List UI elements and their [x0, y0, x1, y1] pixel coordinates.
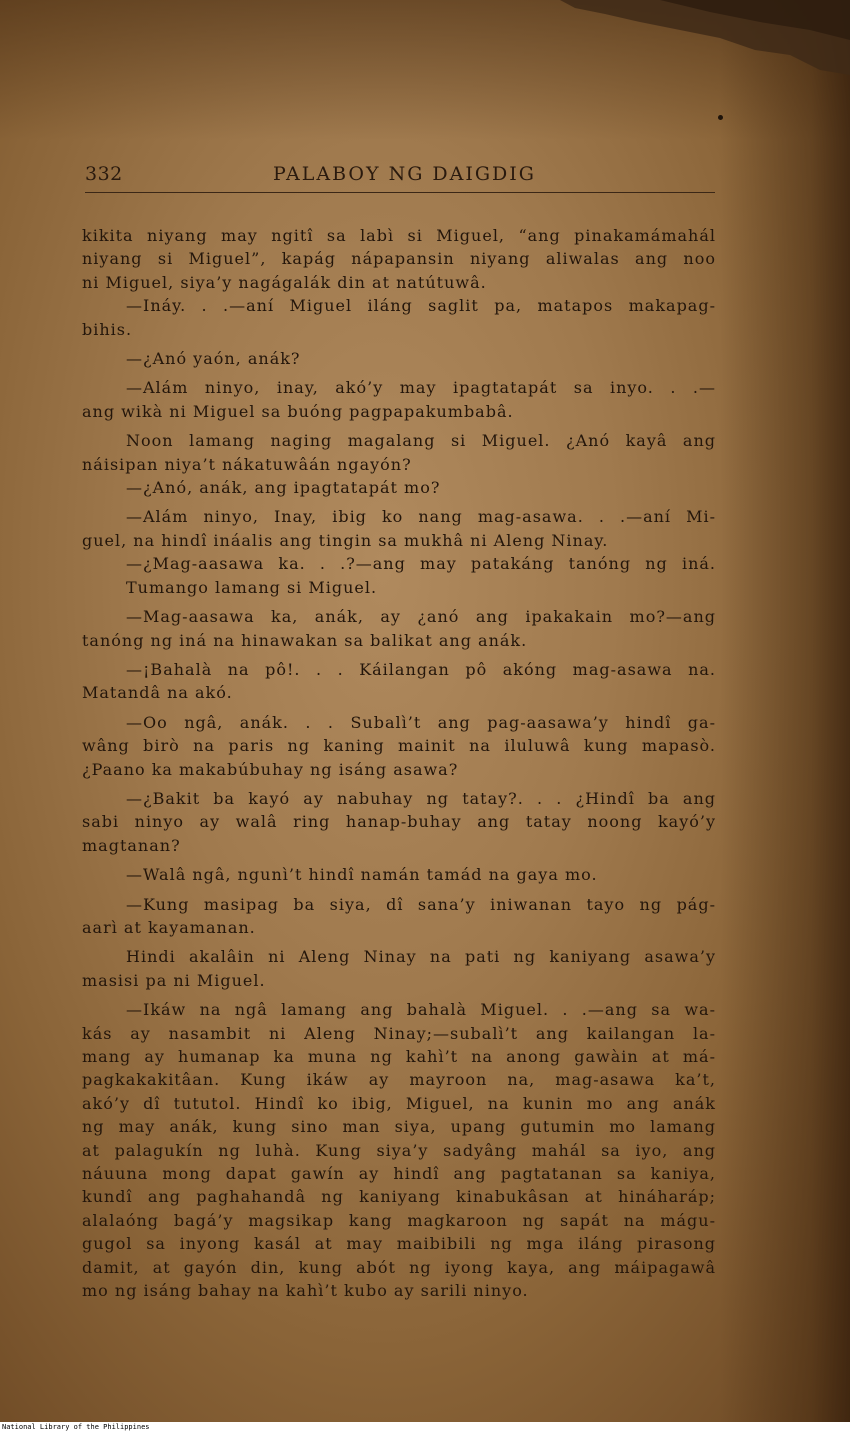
- library-credit: National Library of the Philippines: [0, 1422, 850, 1433]
- text-line: Matandâ na akó.: [82, 683, 233, 703]
- text-line: —Ikáw na ngâ lamang ang bahalà Miguel. . .—ang sa wa-: [126, 1000, 716, 1020]
- text-line: ang wikà ni Miguel sa buóng pagpapakumbabâ.: [82, 401, 514, 421]
- torn-corner: [520, 0, 850, 90]
- text-line: —Oo ngâ, anák. . . Subalì’t ang pag-aasawa’y hindî ga-: [126, 712, 716, 732]
- text-line: gugol sa inyong kasál at may maibibili ng mga iláng pirasong: [82, 1234, 716, 1254]
- text-line: —¡Bahalà na pô!. . . Káilangan pô akóng mag-asawa na.: [126, 659, 716, 679]
- ink-spot: [718, 115, 723, 120]
- text-line: kikita niyang may ngitî sa labì si Miguel, “ang pinakamámahál: [82, 226, 716, 245]
- text-line: Noon lamang naging magalang si Miguel. ¿Anó kayâ ang: [126, 431, 716, 451]
- body-text: [82, 224, 716, 1302]
- text-line: —¿Anó, anák, ang ipagtatapát mo?: [126, 478, 441, 498]
- running-title: PALABOY NG DAIGDIG: [273, 163, 536, 185]
- page-number: 332: [85, 163, 123, 185]
- text-line: ng may anák, kung sino man siya, upang gutumin mo lamang: [82, 1117, 716, 1137]
- text-line: niyang si Miguel”, kapág nápapansin niyang aliwalas ang noo: [82, 249, 716, 269]
- text-line: bihis.: [82, 319, 133, 339]
- text-line: akó’y dî tututol. Hindî ko ibig, Miguel, na kunin mo ang anák: [82, 1093, 716, 1113]
- text-line: —¿Bakit ba kayó ay nabuhay ng tatay?. . . ¿Hindî ba ang: [126, 788, 716, 808]
- text-line: mo ng isáng bahay na kahì’t kubo ay sarili ninyo.: [82, 1281, 529, 1301]
- text-line: at palagukín ng luhà. Kung siya’y sadyâng mahál sa iyo, ang: [82, 1140, 716, 1160]
- text-line: —Kung masipag ba siya, dî sana’y iniwanan tayo ng pág-: [126, 894, 716, 914]
- text-line: pagkakakitâan. Kung ikáw ay mayroon na, mag-asawa ka’t,: [82, 1070, 716, 1090]
- text-line: —Ináy. . .—aní Miguel iláng saglit pa, matapos makapag-: [126, 296, 716, 316]
- text-line: náisipan niya’t nákatuwâán ngayón?: [82, 454, 412, 474]
- text-line: ni Miguel, siya’y nagágalák din at natútuwâ.: [82, 272, 487, 292]
- text-line: guel, na hindî ináalis ang tingin sa mukhâ ni Aleng Ninay.: [82, 530, 609, 550]
- text-line: masisi pa ni Miguel.: [82, 970, 266, 990]
- text-line: magtanan?: [82, 835, 181, 855]
- header-rule: [85, 192, 715, 193]
- text-line: —Mag-aasawa ka, anák, ay ¿anó ang ipakakain mo?—ang: [126, 607, 716, 627]
- text-line: sabi ninyo ay walâ ring hanap-buhay ang tatay noong kayó’y: [82, 812, 716, 832]
- text-line: Hindi akalâin ni Aleng Ninay na pati ng kaniyang asawa’y: [126, 947, 716, 967]
- text-line: —Walâ ngâ, ngunì’t hindî namán tamád na gaya mo.: [126, 865, 598, 885]
- text-line: —Alám ninyo, inay, akó’y may ipagtatapát sa inyo. . .—: [126, 378, 716, 398]
- page-header: [85, 163, 715, 189]
- text-line: —¿Mag-aasawa ka. . .?—ang may patakáng tanóng ng iná.: [126, 554, 716, 574]
- text-line: —¿Anó yaón, anák?: [126, 349, 301, 369]
- text-line: damit, at gayón din, kung abót ng iyong kaya, ang máipagawâ: [82, 1257, 716, 1277]
- text-line: ¿Paano ka makabúbuhay ng isáng asawa?: [82, 759, 459, 779]
- text-line: tanóng ng iná na hinawakan sa balikat ang anák.: [82, 630, 528, 650]
- text-line: aarì at kayamanan.: [82, 917, 256, 937]
- text-line: kundî ang paghahandâ ng kaniyang kinabukâsan at hináharáp;: [82, 1187, 716, 1207]
- text-line: wâng birò na paris ng kaning mainit na iluluwâ kung mapasò.: [82, 736, 716, 756]
- text-line: mang ay humanap ka muna ng kahì’t na anong gawàin at má-: [82, 1047, 716, 1066]
- text-line: —Alám ninyo, Inay, ibig ko nang mag-asawa. . .—aní Mi-: [126, 507, 716, 527]
- page-shadow-right: [720, 0, 850, 1422]
- text-line: kás ay nasambit ni Aleng Ninay;—subalì’t ang kailangan la-: [82, 1023, 716, 1043]
- text-line: alalaóng bagá’y magsikap kang magkaroon ng sapát na mágu-: [82, 1210, 716, 1230]
- text-line: náuuna mong dapat gawín ay hindî ang pagtatanan sa kaniya,: [82, 1164, 716, 1184]
- text-line: Tumango lamang si Miguel.: [126, 577, 378, 597]
